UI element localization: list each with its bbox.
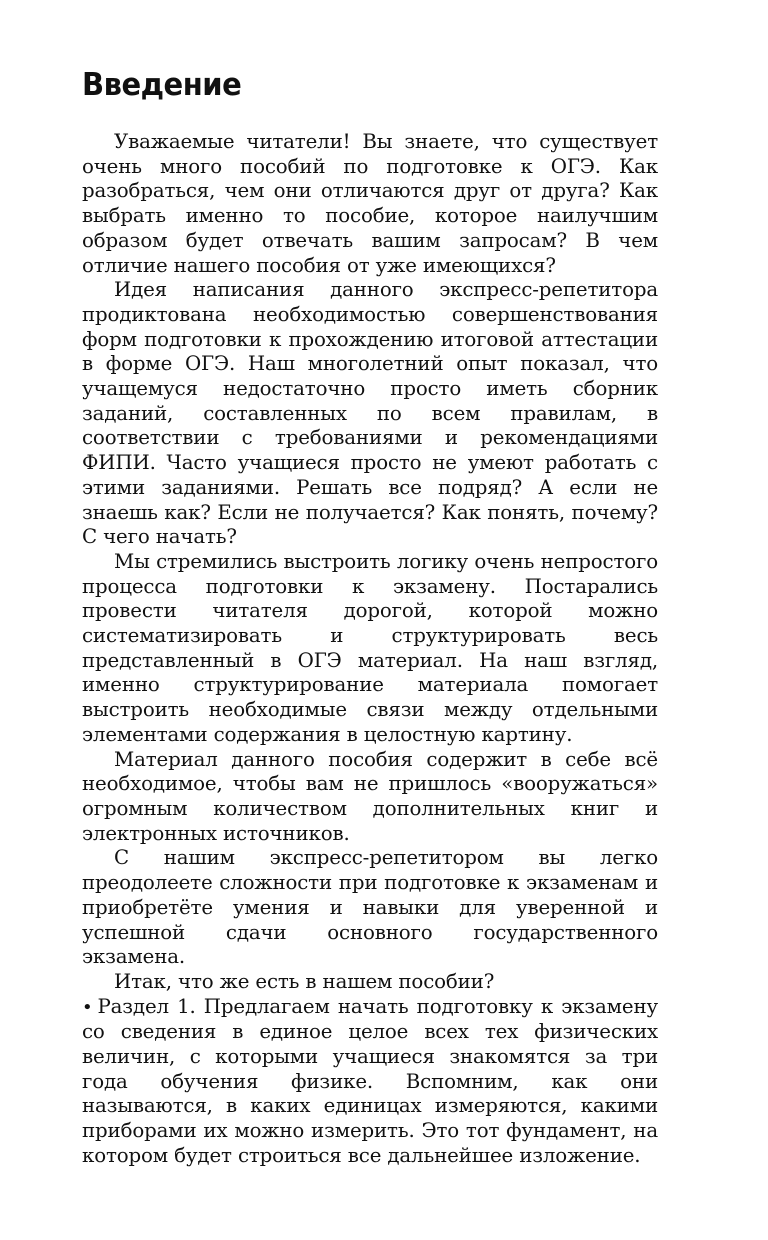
bullet-item [82, 995, 658, 1169]
introduction-text [82, 130, 658, 1169]
bullet-icon: • [82, 996, 93, 1018]
bullet-text: Раздел 1. Предлагаем начать подготовку к экзамену со сведения в единое целое всех тех физических величин, с которыми учащиеся знакомятся за три года обучения физике. Вспомним, как они называются, в каких единицах измеряются, какими приборами их можно измерить. Это тот фундамент, на котором будет строиться все дальнейшее изложение. [82, 994, 658, 1167]
paragraph: Мы стремились выстроить логику очень непростого процесса подготовки к экзамену. Постарались провести читателя дорогой, которой можно систематизировать и структурировать весь представленный в ОГЭ материал. На наш взгляд, именно структурирование материала помогает выстроить необходимые связи между отдельными элементами содержания в целостную картину. [82, 549, 658, 746]
paragraph: Идея написания данного экспресс-репетитора продиктована необходимостью совершенствования форм подготовки к прохождению итоговой аттестации в форме ОГЭ. Наш многолетний опыт показал, что учащемуся недостаточно просто иметь сборник заданий, составленных по всем правилам, в соответствии с требованиями и рекомендациями ФИПИ. Часто учащиеся просто не умеют работать с этими заданиями. Решать все подряд? А если не знаешь как? Если не получается? Как понять, почему? С чего начать? [82, 278, 658, 549]
paragraph: Итак, что же есть в нашем пособии? [114, 969, 495, 993]
paragraph: Материал данного пособия содержит в себе всё необходимое, чтобы вам не пришлось «вооружаться» огромным количеством дополнительных книг и электронных источников. [82, 747, 658, 845]
paragraph: Уважаемые читатели! Вы знаете, что существует очень много пособий по подготовке к ОГЭ. Как разобраться, чем они отличаются друг от друга? Как выбрать именно то пособие, которое наилучшим образом будет отвечать вашим запросам? В чем отличие нашего пособия от уже имеющихся? [82, 130, 658, 277]
page-title: Введение [82, 66, 242, 103]
paragraph: С нашим экспресс-репетитором вы легко преодолеете сложности при подготовке к экзаменам и приобретёте умения и навыки для уверенной и успешной сдачи основного государственного экзамена. [82, 846, 658, 969]
page [82, 66, 658, 1169]
